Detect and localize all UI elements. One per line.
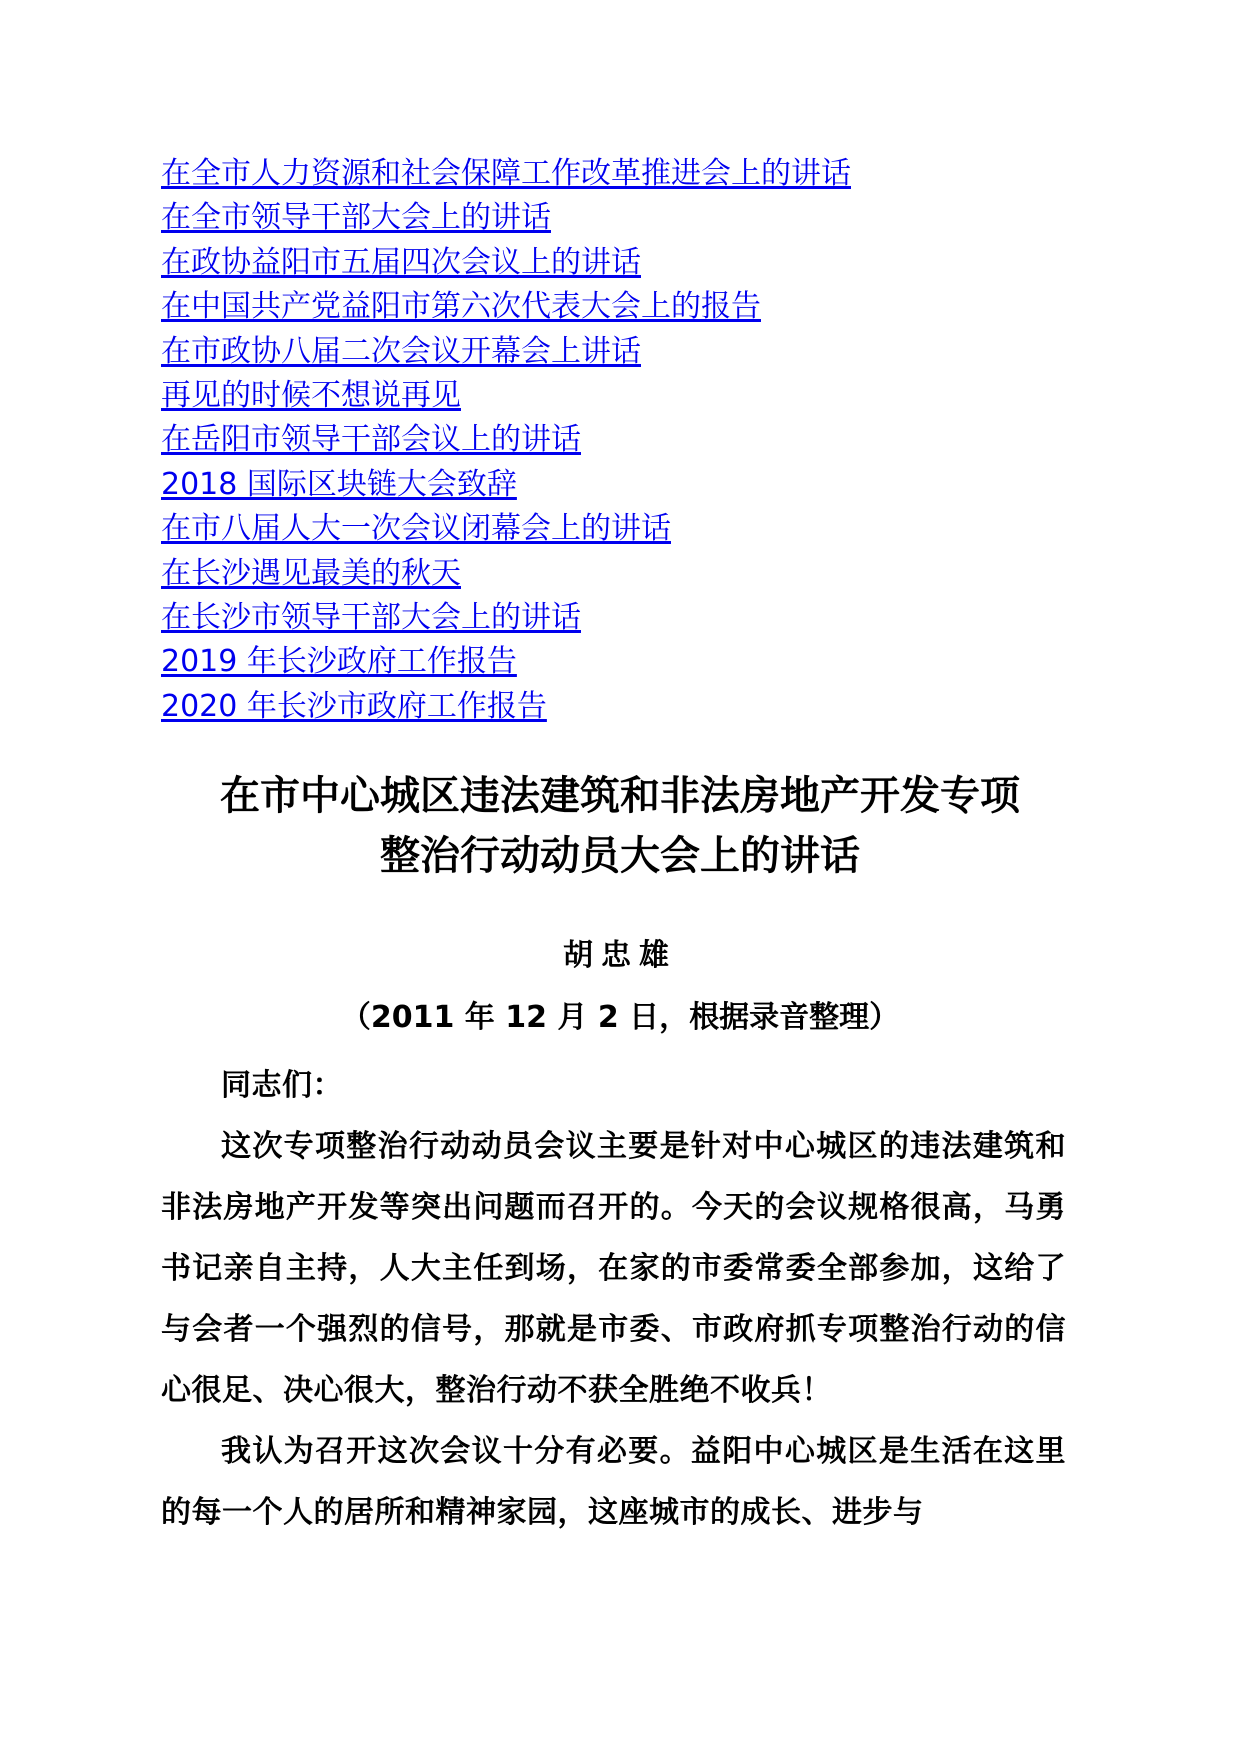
list-item — [161, 285, 1161, 329]
title-line-1: 在市中心城区违法建筑和非法房地产开发专项 — [220, 773, 1020, 819]
list-item — [161, 152, 1161, 196]
paragraph: 我认为召开这次会议十分有必要。益阳中心城区是生活在这里的每一个人的居所和精神家园，这座城市的成长、进步与 — [161, 1434, 1066, 1530]
title-line-2: 整治行动动员大会上的讲话 — [380, 833, 860, 879]
list-item — [161, 685, 1161, 729]
list-item — [161, 507, 1161, 551]
related-link[interactable]: 在全市人力资源和社会保障工作改革推进会上的讲话 — [161, 156, 851, 191]
paragraph: 这次专项整治行动动员会议主要是针对中心城区的违法建筑和非法房地产开发等突出问题而召开的。今天的会议规格很高，马勇书记亲自主持，人大主任到场，在家的市委常委全部参加，这给了与会者一个强烈的信号，那就是市委、市政府抓专项整治行动的信心很足、决心很大，整治行动不获全胜绝不收兵！ — [161, 1129, 1066, 1408]
related-link[interactable]: 在市八届人大一次会议闭幕会上的讲话 — [161, 511, 671, 547]
list-item — [161, 552, 1161, 596]
related-link[interactable]: 2019 年长沙政府工作报告 — [161, 644, 517, 680]
list-item — [161, 196, 1161, 240]
list-item — [161, 374, 1161, 418]
related-link[interactable]: 在岳阳市领导干部会议上的讲话 — [161, 422, 581, 458]
document-title — [140, 766, 1100, 886]
author-name: 胡忠雄 — [563, 938, 677, 973]
list-item — [161, 241, 1161, 285]
related-link[interactable]: 在市政协八届二次会议开幕会上讲话 — [161, 333, 641, 369]
related-link[interactable]: 在中国共产党益阳市第六次代表大会上的报告 — [161, 289, 761, 325]
list-item — [161, 640, 1161, 684]
related-link[interactable]: 2018 国际区块链大会致辞 — [161, 466, 517, 502]
related-link[interactable]: 在全市领导干部大会上的讲话 — [161, 200, 551, 236]
related-links-list — [161, 152, 1161, 729]
list-item — [161, 330, 1161, 374]
list-item — [161, 418, 1161, 462]
list-item — [161, 463, 1161, 507]
related-link[interactable]: 再见的时候不想说再见 — [161, 377, 461, 413]
related-link[interactable]: 2020 年长沙市政府工作报告 — [161, 688, 547, 724]
document-body — [161, 1055, 1066, 1543]
related-link[interactable]: 在长沙遇见最美的秋天 — [161, 555, 461, 591]
greeting: 同志们： — [221, 1068, 343, 1103]
list-item — [161, 596, 1161, 640]
speech-date: （2011 年 12 月 2 日，根据录音整理） — [340, 1000, 900, 1035]
related-link[interactable]: 在政协益阳市五届四次会议上的讲话 — [161, 244, 641, 280]
related-link[interactable]: 在长沙市领导干部大会上的讲话 — [161, 599, 581, 635]
